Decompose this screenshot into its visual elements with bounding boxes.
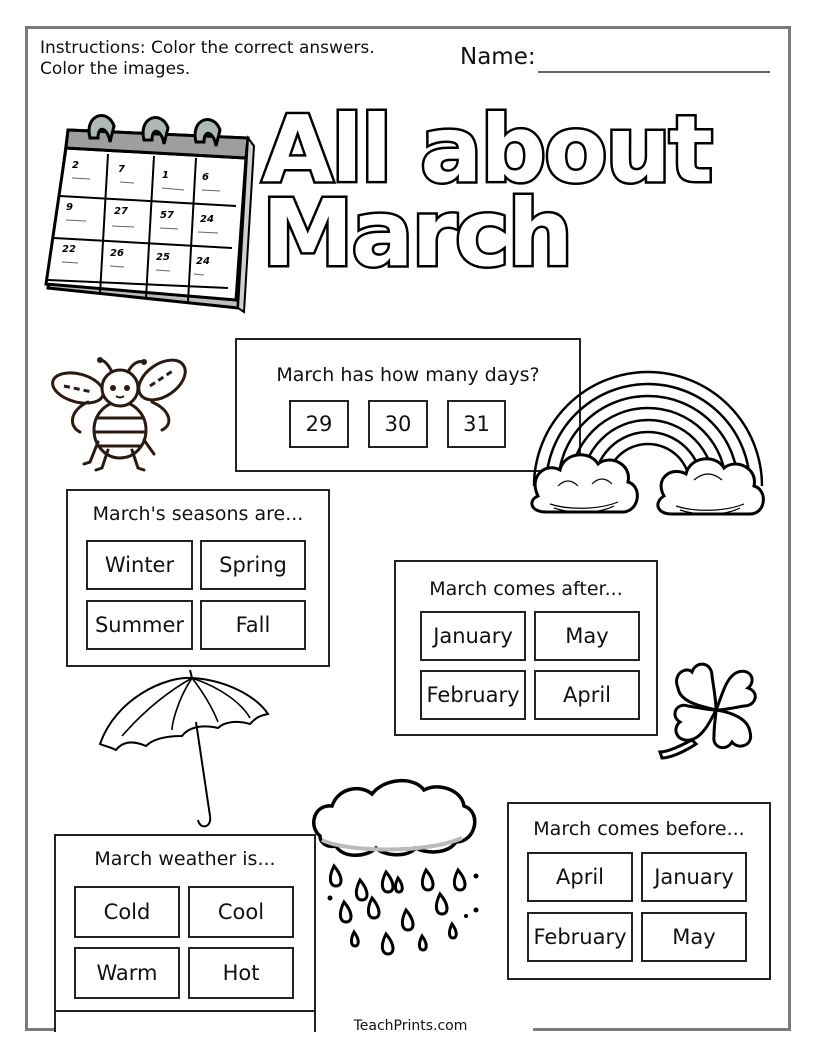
after-option-may[interactable]: May — [534, 611, 640, 661]
after-option-february[interactable]: February — [420, 670, 526, 720]
weather-option-cold[interactable]: Cold — [74, 886, 180, 938]
calendar-number: 9 — [66, 202, 73, 213]
calendar-number: 7 — [118, 164, 125, 175]
calendar-icon[interactable] — [38, 108, 258, 318]
weather-option-warm[interactable]: Warm — [74, 947, 180, 999]
calendar-number: 24 — [196, 256, 210, 267]
weather-option-cool[interactable]: Cool — [188, 886, 294, 938]
days-option-29[interactable]: 29 — [289, 400, 349, 448]
days-option-31[interactable]: 31 — [447, 400, 506, 448]
after-question-prompt: March comes after... — [429, 578, 623, 600]
seasons-option-spring[interactable]: Spring — [200, 540, 306, 590]
before-option-february[interactable]: February — [527, 912, 633, 962]
calendar-number: 25 — [156, 252, 170, 263]
weather-panel-bottom — [54, 1010, 316, 1012]
frame-bottom-right — [533, 1028, 791, 1031]
seasons-question-prompt: March's seasons are... — [92, 503, 304, 525]
calendar-number: 26 — [110, 248, 124, 259]
weather-question-prompt: March weather is... — [94, 848, 276, 870]
instructions-text: Instructions: Color the correct answers. Color the images. — [40, 38, 375, 79]
calendar-number: 2 — [72, 160, 79, 171]
calendar-number: 6 — [202, 172, 209, 183]
before-option-january[interactable]: January — [641, 852, 747, 902]
after-option-january[interactable]: January — [420, 611, 526, 661]
calendar-number: 1 — [162, 170, 169, 181]
footer-site: TeachPrints.com — [353, 1018, 468, 1034]
after-option-april[interactable]: April — [534, 670, 640, 720]
seasons-option-fall[interactable]: Fall — [200, 600, 306, 650]
calendar-number: 57 — [160, 210, 174, 221]
rainbow-icon[interactable] — [528, 336, 768, 528]
calendar-number: 24 — [200, 214, 214, 225]
calendar-number: 27 — [114, 206, 128, 217]
name-label: Name: — [460, 44, 536, 70]
shamrock-icon[interactable] — [656, 652, 760, 760]
page-title — [262, 96, 711, 287]
days-option-30[interactable]: 30 — [368, 400, 428, 448]
umbrella-icon[interactable] — [96, 666, 272, 830]
rain-cloud-icon[interactable] — [306, 776, 478, 954]
title-line-2: March — [262, 180, 572, 287]
days-question-prompt: March has how many days? — [276, 364, 540, 386]
weather-option-hot[interactable]: Hot — [188, 947, 294, 999]
seasons-option-winter[interactable]: Winter — [86, 540, 193, 590]
bee-icon[interactable] — [50, 350, 190, 475]
calendar-number: 22 — [62, 244, 76, 255]
before-option-may[interactable]: May — [641, 912, 747, 962]
title-line-1: All about — [262, 96, 711, 203]
seasons-option-summer[interactable]: Summer — [86, 600, 193, 650]
before-option-april[interactable]: April — [527, 852, 633, 902]
name-input-line[interactable] — [538, 71, 770, 73]
before-question-prompt: March comes before... — [533, 818, 745, 840]
